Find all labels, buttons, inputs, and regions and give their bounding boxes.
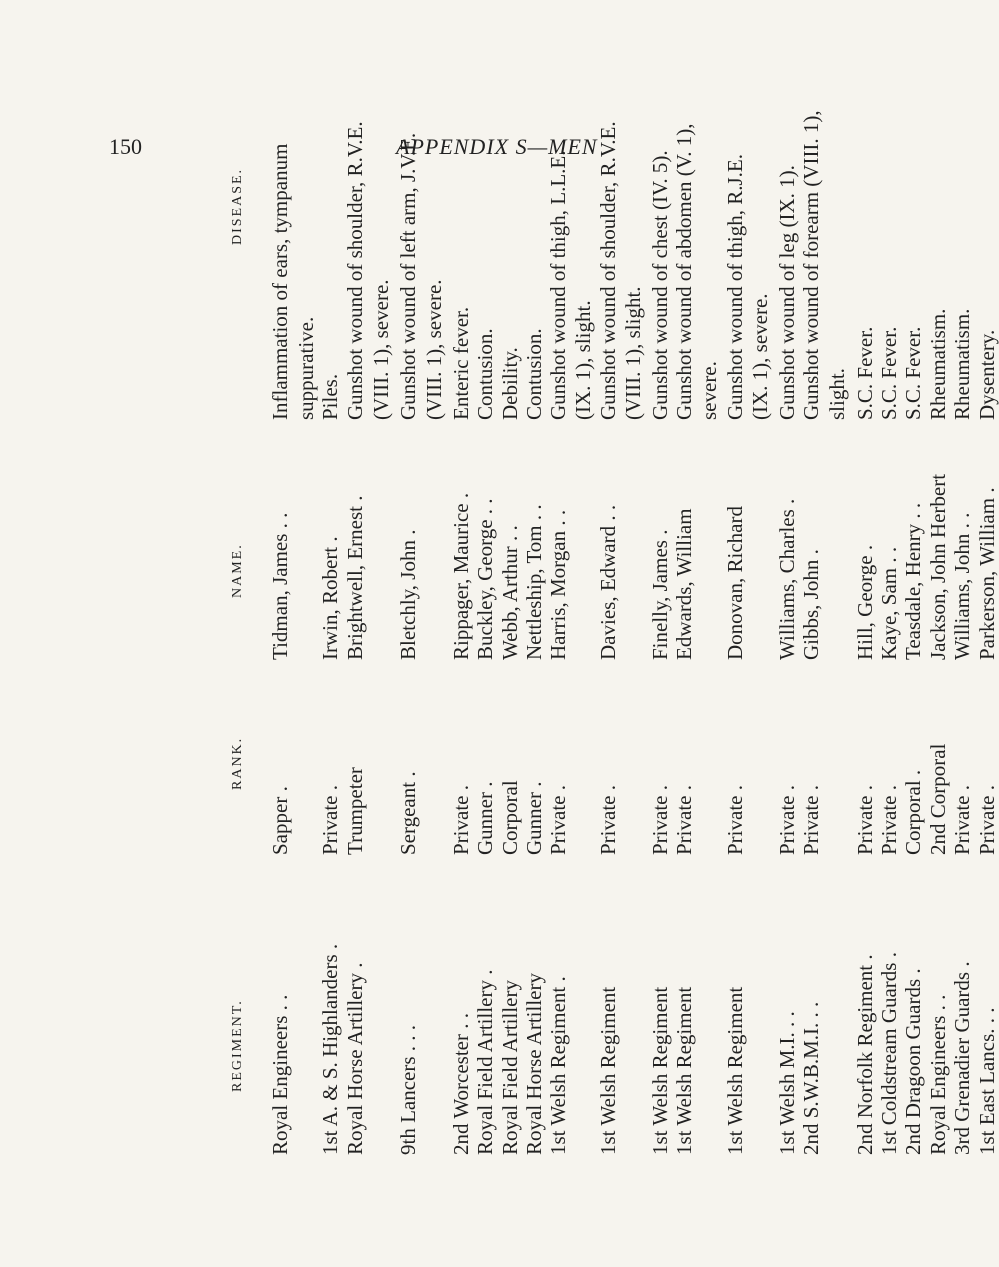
column-header-regiment: REGIMENT.: [230, 999, 245, 1092]
cell-disease: (VIII. 1), severe.: [422, 279, 446, 420]
cell-disease: Debility.: [498, 347, 522, 420]
cell-name: Parkerson, William .: [975, 487, 999, 660]
cell-disease: Piles.: [318, 373, 342, 420]
cell-disease: Gunshot wound of left arm, J.V.E.: [396, 132, 420, 420]
cell-rank: Sergeant .: [396, 771, 420, 855]
cell-regiment: 2nd Norfolk Regiment .: [853, 954, 877, 1155]
cell-regiment: 3rd Grenadier Guards .: [950, 961, 974, 1155]
cell-regiment: Royal Engineers . .: [268, 994, 292, 1155]
cell-disease: slight.: [825, 368, 849, 420]
cell-name: Davies, Edward . .: [596, 504, 620, 660]
cell-disease: Gunshot wound of abdomen (V. 1),: [672, 123, 696, 420]
cell-disease: Gunshot wound of leg (IX. 1).: [775, 165, 799, 420]
cell-disease: S.C. Fever.: [877, 326, 901, 420]
cell-name: Brightwell, Ernest .: [343, 495, 367, 660]
cell-regiment: 1st Welsh Regiment: [723, 986, 747, 1155]
cell-regiment: 1st Welsh Regiment: [648, 986, 672, 1155]
cell-name: Bletchly, John .: [396, 529, 420, 660]
cell-rank: Private .: [853, 785, 877, 855]
cell-rank: Private .: [723, 785, 747, 855]
cell-name: Harris, Morgan . .: [546, 509, 570, 660]
cell-disease: Dysentery.: [975, 329, 999, 420]
cell-regiment: 2nd Dragoon Guards .: [901, 968, 925, 1155]
cell-name: Hill, George .: [853, 544, 877, 660]
cell-regiment: 1st Coldstream Guards .: [877, 952, 901, 1155]
cell-disease: Gunshot wound of thigh, R.J.E.: [723, 153, 747, 420]
cell-name: Edwards, William: [672, 508, 696, 660]
cell-disease: (VIII. 1), slight.: [621, 286, 645, 420]
page-number: 150: [109, 134, 142, 159]
cell-rank: Gunner .: [473, 781, 497, 855]
cell-disease: S.C. Fever.: [853, 326, 877, 420]
cell-name: Williams, Charles .: [775, 498, 799, 660]
cell-disease: Contusion.: [522, 328, 546, 420]
cell-regiment: 1st Welsh Regiment: [672, 986, 696, 1155]
cell-disease: suppurative.: [294, 316, 318, 420]
cell-disease: Gunshot wound of forearm (VIII. 1),: [799, 110, 823, 420]
cell-disease: Contusion.: [473, 328, 497, 420]
cell-rank: Private .: [596, 785, 620, 855]
cell-disease: Gunshot wound of thigh, L.L.E.: [546, 150, 570, 420]
cell-disease: Rheumatism.: [950, 308, 974, 420]
cell-disease: S.C. Fever.: [901, 326, 925, 420]
cell-rank: Private .: [775, 785, 799, 855]
cell-name: Kaye, Sam . .: [877, 546, 901, 660]
cell-regiment: Royal Engineers . .: [926, 994, 950, 1155]
cell-rank: Corporal .: [901, 769, 925, 855]
cell-regiment: 1st East Lancs. . .: [975, 1007, 999, 1155]
cell-rank: Private .: [950, 785, 974, 855]
cell-rank: Private .: [546, 785, 570, 855]
cell-disease: Inflammation of ears, tympanum: [268, 143, 292, 420]
running-title: APPENDIX S—MEN: [396, 134, 598, 159]
cell-rank: 2nd Corporal: [926, 743, 950, 855]
cell-rank: Private .: [799, 785, 823, 855]
cell-regiment: 1st Welsh Regiment .: [546, 976, 570, 1155]
column-header-name: NAME.: [230, 543, 245, 598]
cell-disease: (VIII. 1), severe.: [369, 279, 393, 420]
cell-regiment: Royal Horse Artillery .: [343, 962, 367, 1155]
cell-name: Webb, Arthur . .: [498, 525, 522, 660]
cell-name: Finelly, James .: [648, 529, 672, 660]
cell-name: Donovan, Richard: [723, 506, 747, 660]
cell-disease: Gunshot wound of shoulder, R.V.E.: [596, 121, 620, 420]
cell-name: Tidman, James . .: [268, 512, 292, 660]
cell-name: Buckley, George . .: [473, 498, 497, 660]
cell-disease: (IX. 1), severe.: [748, 293, 772, 420]
cell-name: Nettleship, Tom . .: [522, 504, 546, 660]
cell-name: Irwin, Robert .: [318, 536, 342, 660]
cell-name: Rippager, Maurice .: [449, 492, 473, 660]
column-header-rank: RANK.: [230, 736, 245, 790]
cell-disease: Rheumatism.: [926, 308, 950, 420]
cell-disease: Gunshot wound of shoulder, R.V.E.: [343, 121, 367, 420]
cell-rank: Private .: [877, 785, 901, 855]
cell-regiment: Royal Field Artillery: [498, 980, 522, 1155]
cell-name: Jackson, John Herbert: [926, 473, 950, 660]
cell-disease: severe.: [697, 361, 721, 420]
cell-name: Teasdale, Henry . .: [901, 502, 925, 660]
cell-rank: Corporal: [498, 780, 522, 855]
cell-regiment: 2nd Worcester . .: [449, 1013, 473, 1155]
cell-regiment: 1st Welsh Regiment: [596, 986, 620, 1155]
cell-name: Williams, John . .: [950, 512, 974, 660]
cell-rank: Sapper .: [268, 786, 292, 855]
cell-regiment: 9th Lancers . . .: [396, 1024, 420, 1155]
cell-regiment: Royal Field Artillery .: [473, 969, 497, 1155]
cell-disease: (IX. 1), slight.: [571, 300, 595, 420]
cell-rank: Private .: [449, 785, 473, 855]
cell-rank: Private .: [318, 785, 342, 855]
cell-rank: Gunner .: [522, 781, 546, 855]
cell-name: Gibbs, John .: [799, 549, 823, 660]
cell-rank: Trumpeter: [343, 767, 367, 855]
cell-rank: Private .: [648, 785, 672, 855]
cell-rank: Private .: [975, 785, 999, 855]
cell-regiment: Royal Horse Artillery: [522, 973, 546, 1155]
cell-rank: Private .: [672, 785, 696, 855]
cell-regiment: 1st Welsh M.I. . .: [775, 1011, 799, 1155]
cell-disease: Gunshot wound of chest (IV. 5).: [648, 150, 672, 420]
cell-disease: Enteric fever.: [449, 306, 473, 420]
column-header-disease: DISEASE.: [230, 167, 245, 245]
cell-regiment: 2nd S.W.B.M.I. . .: [799, 1001, 823, 1155]
cell-regiment: 1st A. & S. Highlanders .: [318, 943, 342, 1155]
